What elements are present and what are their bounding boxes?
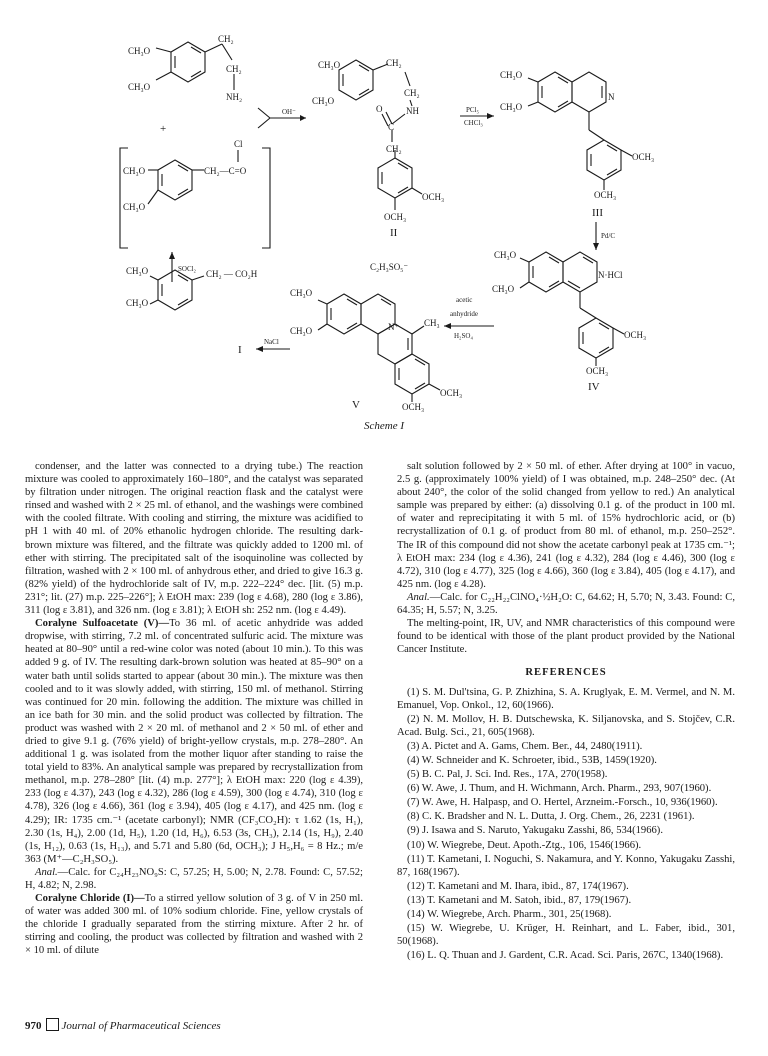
references-title: REFERENCES [525, 667, 607, 679]
acid-chloride [120, 139, 270, 248]
h2so4-label: H₂SO₄ [454, 332, 473, 340]
scheme-caption: Scheme I [363, 420, 404, 432]
compound-label: IV [588, 381, 600, 393]
carboxymethyl-label: CH₂ — CO₂H [206, 269, 258, 279]
compound-III [500, 70, 654, 219]
nacl-label: NaCl [264, 338, 279, 346]
page-footer [25, 1018, 221, 1032]
methylene-label: CH₂ [386, 144, 402, 154]
paragraph: condenser, and the latter was connected to a drying tube.) The reaction mixture was cooled to approximately 160–180°, and the catalyst was separated by filtration under nitrogen. The original reaction flask and the catalyst were rinsed and washed with 2 × 25 ml. of ethanol, and the washings were combined with the cooled filtrate. With cooling and stirring, the mixture was acidified to pH 1 with 40 ml. of 20% ethanolic hydrogen chloride. The resulting dark-brown mixture was filtered, and the filtrate was quickly added to 1200 ml. of ether with stirring. The precipitated salt of the isoquinoline was collected by filtration, washed with 2 × 100 ml. of anhydrous ether, and dried to give 16.3 g. (82% yield) of the hydrochloride salt of IV, m.p. 222–224° dec. [lit. (5) m.p. 231°; lit. (27) m.p. 225–226°]; λ EtOH max: 239 (log ε 4.68), 280 (log ε 3.86), 311 (log ε 3.81), and 326 nm. (log ε 3.81); λ EtOH sh: 252 nm. (log ε 4.49). [25, 461, 363, 617]
right-column [397, 460, 735, 963]
reaction-scheme [0, 0, 768, 440]
quaternary-n: N⁺ [388, 322, 400, 332]
methoxy-label: CH₃O [126, 266, 149, 276]
methoxy-label: OCH₃ [632, 152, 655, 162]
reference-item: (7) W. Awe, H. Halpasp, and O. Hertel, Arzneim.-Forsch., 10, 936(1960). [407, 797, 718, 809]
methoxy-label: OCH₃ [384, 212, 407, 222]
compound-IV [492, 250, 646, 393]
reference-item: (9) J. Isawa and S. Naruto, Yakugaku Zasshi, 86, 534(1966). [407, 825, 663, 837]
amide-nh: NH [406, 106, 419, 116]
anhydride-label: anhydride [450, 310, 478, 318]
references-list [397, 686, 735, 963]
methoxy-label: OCH₃ [594, 190, 617, 200]
nhcl-label: N·HCl [598, 270, 623, 280]
pcl5-label: PCl₅ [466, 106, 479, 114]
methoxy-label: CH₃O [128, 82, 151, 92]
methoxy-label: OCH₃ [586, 366, 609, 376]
base-label: OH⁻ [282, 108, 296, 116]
methoxy-label: CH₃O [494, 250, 517, 260]
methoxy-label: CH₃O [123, 166, 146, 176]
reference-item: (5) B. C. Pal, J. Sci. Ind. Res., 17A, 270(1958). [407, 769, 608, 781]
reference-item: (1) S. M. Dul'tsina, G. P. Zhizhina, S. A. Kruglyak, E. M. Vermel, and N. M. Emanuel, Vop. Onkol., 12, 60(1966). [397, 686, 735, 711]
compound-V [290, 262, 462, 412]
section-head: Coralyne Sulfoacetate (V)— [35, 618, 170, 630]
paragraph-text: —Calc. for C₂₂H₂₂ClNO₄·½H₂O: C, 64.62; H, 5.70; N, 3.43. Found: C, 64.35; H, 5.57; N, 3.25. [397, 591, 735, 617]
paragraph [25, 892, 363, 957]
reference-item: (12) T. Kametani and M. Ihara, ibid., 87, 174(1967). [407, 880, 629, 892]
journal-name: Journal of Pharmaceutical Sciences [61, 1020, 221, 1032]
paragraph-text: —Calc. for C₂₄H₂₃NO₉S: C, 57.25; H, 5.00; N, 2.78. Found: C, 57.52; H, 4.82; N, 2.98. [25, 866, 363, 891]
reference-item: (13) T. Kametani and M. Satoh, ibid., 87, 179(1967). [407, 894, 632, 906]
methylene-label: CH₂ [226, 64, 242, 74]
methylene-label: CH₂ [218, 34, 234, 44]
pdc-arrow [593, 222, 615, 250]
compound-II [312, 58, 444, 239]
acyl-label: CH₂—C=O [204, 166, 247, 176]
anhydride-arrow [444, 296, 494, 340]
homoveratrylamine [128, 34, 242, 102]
compound-label: III [592, 207, 603, 219]
chcl3-label: CHCl₃ [464, 119, 483, 127]
paragraph [397, 591, 735, 617]
nacl-arrow [238, 338, 290, 356]
paragraph-text: To a stirred yellow solution of 3 g. of V in 250 ml. of water was added 300 ml. of 10% sodium chloride. Fine, yellow crystals of the chloride I gradually separated from the stirring mixture. After 2 hr. of stirring and cooling, the product was collected by filtration and washed with 2 × 10 ml. of dilute [25, 893, 363, 957]
methoxy-label: CH₃O [318, 60, 341, 70]
reference-item: (11) T. Kametani, I. Noguchi, S. Nakamura, and Y. Konno, Yakugaku Zasshi, 87, 168(1967). [397, 853, 735, 878]
pcl5-arrow [460, 106, 494, 127]
paragraph-text: To 36 ml. of acetic anhydride was added dropwise, with stirring, 7.2 ml. of concentrated sulfuric acid. The mixture was heated at 80–90° until a red-wine color was noted (about 10 min.). To this was added 9 g. of IV. The resulting dark-brown solution was heated at 85–90° on a water bath until solids started to appear (about 30 min.). The mixture was then cooled and to it was slowly added, with stirring, 150 ml. of methanol. Stirring was continued for 20 min. following the addition. The mixture was chilled in an ice bath for 30 min. and the solid product was collected by filtration. The product was washed with 2 × 20 ml. of methanol and 2 × 50 ml. of ether and dried to give 9.1 g. (76% yield) of bright-yellow crystals, m.p. 278–280°. An additional 1 g. was isolated from the mother liquor after standing to raise the total yield to 83%. An analytical sample was prepared by recrystallization from methanol, m.p. 278–280° [lit. (4) m.p. 277°]; λ EtOH max: 220 (log ε 4.39), 233 (log ε 4.37), 243 (log ε 4.32), 286 (log ε 4.59), 300 (log ε 4.74), 310 (log ε 4.78), 326 (log ε 4.66), 361 (log ε 3.94), 405 (log ε 4.17), and 425 nm. (log ε 4.29); IR: 1735 cm.⁻¹ (acetate carbonyl); NMR (CF₃CO₂H): τ 1.62 (1s, H₁), 2.30 (1s, H₄), 2.00 (1d, H₅), 1.20 (1d, H₆), 6.53 (3s, CH₃), 2.14 (1s, H₉), 2.40 (1s, H₁₂), 0.63 (1s, H₁₃), and 5.71 and 5.80 (6d, OCH₃); J H₅,H₆ = 8 Hz.; m/e 363 (M⁺—C₂H₃SO₅). [25, 618, 363, 865]
compound-label: I [238, 344, 242, 356]
reference-item: (3) A. Pictet and A. Gams, Chem. Ber., 44, 2480(1911). [407, 740, 643, 752]
compound-label: V [352, 399, 360, 411]
chloro-label: Cl [234, 139, 243, 149]
amine-label: NH₂ [226, 92, 243, 102]
methylene-label: CH₂ [404, 88, 420, 98]
reference-item: (10) W. Wiegrebe, Deut. Apoth.-Ztg., 106, 1546(1966). [407, 839, 642, 851]
acetic-label: acetic [456, 296, 473, 304]
carbonyl-oxygen: O [376, 104, 383, 114]
counterion-label: C₂H₃SO₅⁻ [370, 262, 409, 272]
methoxy-label: CH₃O [123, 202, 146, 212]
anal-head: Anal. [35, 866, 58, 878]
methoxy-label: CH₃O [500, 102, 523, 112]
imine-n: N [608, 92, 615, 102]
page-number: 970 [25, 1020, 42, 1032]
compound-label: II [390, 227, 398, 239]
paragraph [25, 617, 363, 866]
methoxy-label: CH₃O [312, 96, 335, 106]
methoxy-label: OCH₃ [624, 330, 647, 340]
paragraph: The melting-point, IR, UV, and NMR characteristics of this compound were found to be identical with those of the plant product provided by the National Cancer Institute. [397, 618, 735, 656]
square-icon [46, 1018, 59, 1031]
reference-item: (4) W. Schneider and K. Schroeter, ibid., 53B, 1459(1920). [407, 754, 657, 766]
pdc-label: Pd/C [601, 232, 616, 240]
methoxy-label: OCH₃ [440, 388, 463, 398]
methoxy-label: CH₃O [128, 46, 151, 56]
reference-item: (8) C. K. Bradsher and N. L. Dutta, J. Org. Chem., 26, 2231 (1961). [407, 811, 695, 823]
plus-sign: + [160, 123, 167, 135]
methyl-label: CH₃ [424, 318, 440, 328]
methoxy-label: CH₃O [290, 288, 313, 298]
section-head: Coralyne Chloride (I)— [35, 893, 145, 905]
methylene-label: CH₂ [386, 58, 402, 68]
methoxy-label: CH₃O [500, 70, 523, 80]
socl2-label: SOCl₂ [178, 265, 197, 273]
reference-item: (16) L. Q. Thuan and J. Gardent, C.R. Acad. Sci. Paris, 267C, 1340(1968). [407, 950, 724, 962]
anal-head: Anal. [407, 591, 430, 603]
reference-item: (2) N. M. Mollov, H. B. Dutschewska, K. Siljanovska, and S. Stojčev, C.R. Acad. Bulg. Sci., 21, 605(1968). [397, 713, 735, 738]
reference-item: (14) W. Wiegrebe, Arch. Pharm., 301, 25(1968). [407, 909, 612, 920]
methoxy-label: CH₃O [290, 326, 313, 336]
paragraph: salt solution followed by 2 × 50 ml. of ether. After drying at 100° in vacuo, 2.5 g. (approximately 100% yield) of I was obtained, m.p. 248–250° dec. (At about 240°, the color of the solid changed from yellow to red.) An analytical sample was prepared by either: (a) dissolving 0.1 g. of the product in 100 ml. of water and reprecipitating it with 5 ml. of 15% hydrochloric acid, or (b) recrystallization of 0.1 g. of product from 80 ml. of ethanol, m.p. 250–252°. The IR of this compound did not show the acetate carbonyl peak at 1735 cm.⁻¹; λ EtOH max: 234 (log ε 4.36), 241 (log ε 4.32), 284 (log ε 4.46), 300 (log ε 4.72), 310 (log ε 4.77), 325 (log ε 4.66), 360 (log ε 3.84), 405 (log ε 4.17), and 425 nm. (log ε 4.28). [397, 461, 735, 590]
methoxy-label: OCH₃ [422, 192, 445, 202]
paragraph [25, 866, 363, 892]
methoxy-label: CH₃O [126, 298, 149, 308]
reference-item: (6) W. Awe, J. Thum, and H. Wichmann, Arch. Pharm., 293, 907(1960). [407, 783, 712, 795]
methoxy-label: CH₃O [492, 284, 515, 294]
base-arrow [258, 108, 306, 128]
methoxy-label: OCH₃ [402, 402, 425, 412]
carbonyl-carbon: C [388, 122, 395, 132]
left-column [25, 460, 363, 958]
reference-item: (15) W. Wiegrebe, U. Krüger, H. Reinhart, and L. Faber, ibid., 301, 50(1968). [397, 923, 735, 948]
